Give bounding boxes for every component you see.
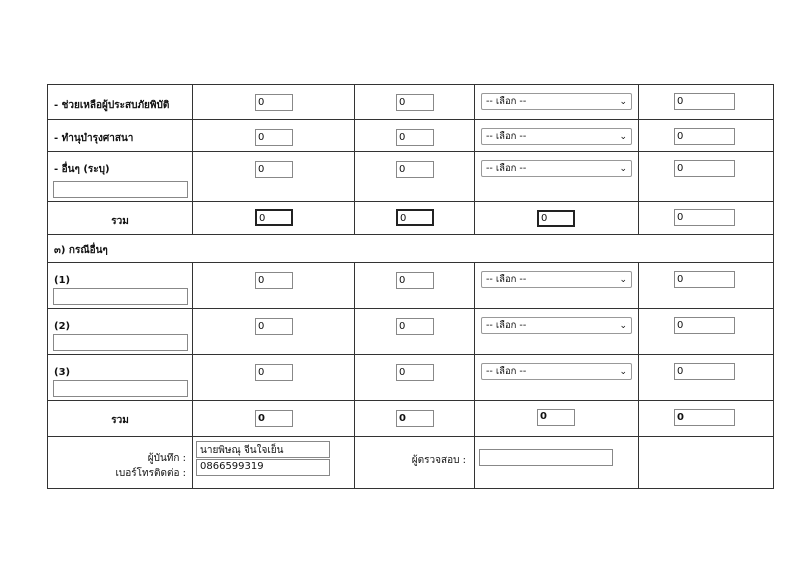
total-input[interactable]: 0	[255, 410, 293, 427]
amount-input[interactable]: 0	[396, 129, 434, 146]
chevron-down-icon: ⌄	[619, 163, 627, 174]
report-form-table	[47, 84, 774, 489]
amount-input[interactable]: 0	[396, 94, 434, 111]
type-select[interactable]	[481, 271, 632, 288]
table-row	[48, 120, 774, 152]
type-select[interactable]	[481, 93, 632, 110]
chevron-down-icon: ⌄	[619, 366, 627, 377]
amount-input[interactable]: 0	[674, 128, 735, 145]
phone-label: เบอร์โทรติดต่อ :	[115, 468, 186, 479]
select-value: -- เลือก --	[486, 274, 527, 285]
type-select[interactable]	[481, 128, 632, 145]
specify-input[interactable]	[53, 380, 188, 397]
table-row	[48, 85, 774, 120]
row-label: - อื่นๆ (ระบุ)	[54, 164, 110, 175]
amount-input[interactable]: 0	[674, 160, 735, 177]
total-input[interactable]: 0	[537, 409, 575, 426]
table-row	[48, 263, 774, 309]
type-select[interactable]	[481, 363, 632, 380]
select-value: -- เลือก --	[486, 131, 527, 142]
section-title: ๓) กรณีอื่นๆ	[54, 245, 108, 256]
specify-input[interactable]	[53, 181, 188, 198]
chevron-down-icon: ⌄	[619, 131, 627, 142]
total-row	[48, 202, 774, 235]
amount-input[interactable]: 0	[396, 364, 434, 381]
table-row	[48, 152, 774, 202]
amount-input[interactable]: 0	[674, 363, 735, 380]
amount-input[interactable]: 0	[674, 93, 735, 110]
row-label: (3)	[54, 367, 71, 378]
row-label: (1)	[54, 275, 71, 286]
row-label-cell	[48, 85, 193, 120]
signature-row	[48, 437, 774, 489]
select-value: -- เลือก --	[486, 96, 527, 107]
total-input[interactable]: 0	[396, 410, 434, 427]
type-select[interactable]	[481, 160, 632, 177]
specify-input[interactable]	[53, 334, 188, 351]
phone-field[interactable]: 0866599319	[196, 459, 330, 476]
amount-input[interactable]: 0	[396, 272, 434, 289]
total-input[interactable]: 0	[674, 409, 735, 426]
row-label: (2)	[54, 321, 71, 332]
total-input[interactable]: 0	[255, 209, 293, 226]
chevron-down-icon: ⌄	[619, 320, 627, 331]
select-value: -- เลือก --	[486, 163, 527, 174]
amount-input[interactable]: 0	[255, 318, 293, 335]
amount-input[interactable]: 0	[255, 129, 293, 146]
total-input[interactable]: 0	[674, 209, 735, 226]
amount-input[interactable]: 0	[674, 271, 735, 288]
total-row	[48, 401, 774, 437]
select-value: -- เลือก --	[486, 366, 527, 377]
recorder-label: ผู้บันทึก :	[147, 453, 186, 464]
amount-input[interactable]: 0	[255, 272, 293, 289]
checker-label: ผู้ตรวจสอบ :	[411, 455, 466, 466]
amount-input[interactable]: 0	[255, 364, 293, 381]
table-row	[48, 355, 774, 401]
chevron-down-icon: ⌄	[619, 96, 627, 107]
amount-input[interactable]: 0	[255, 161, 293, 178]
signature-labels	[48, 437, 192, 481]
signature-inputs	[193, 437, 354, 476]
total-label: รวม	[111, 415, 129, 426]
amount-input[interactable]: 0	[396, 318, 434, 335]
amount-input[interactable]: 0	[674, 317, 735, 334]
specify-input[interactable]	[53, 288, 188, 305]
checker-field[interactable]	[479, 449, 613, 466]
amount-input[interactable]: 0	[255, 94, 293, 111]
section-header-row	[48, 235, 774, 263]
recorder-name-field[interactable]: นายพิษณุ จีนใจเย็น	[196, 441, 330, 458]
total-label: รวม	[111, 216, 129, 227]
row-label: - ทำนุบำรุงศาสนา	[54, 133, 134, 144]
total-input[interactable]: 0	[396, 209, 434, 226]
type-select[interactable]	[481, 317, 632, 334]
table-row	[48, 309, 774, 355]
select-value: -- เลือก --	[486, 320, 527, 331]
row-label: - ช่วยเหลือผู้ประสบภัยพิบัติ	[54, 100, 170, 111]
chevron-down-icon: ⌄	[619, 274, 627, 285]
total-input[interactable]: 0	[537, 210, 575, 227]
amount-input[interactable]: 0	[396, 161, 434, 178]
